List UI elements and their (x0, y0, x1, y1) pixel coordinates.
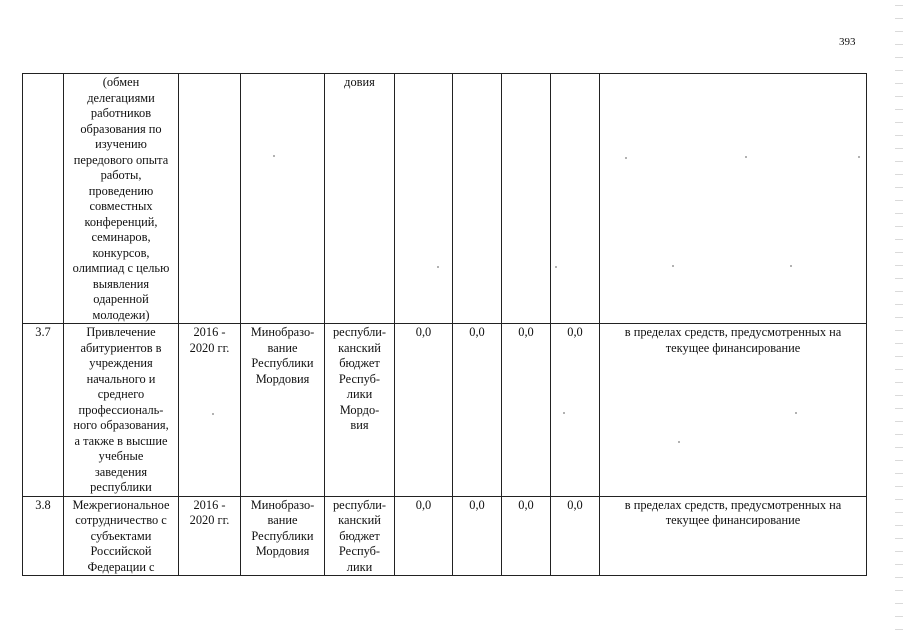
value-cell (502, 74, 551, 324)
executor-cell: Минобразо- вание Республики Мордовия (241, 324, 325, 497)
row-number (23, 74, 64, 324)
measure-description: Межрегиональное сотрудничество с субъектами Российской Федерации с (64, 496, 179, 576)
period-cell (179, 74, 241, 324)
funding-source-cell: республи- канский бюджет Респуб- лики Мордо- вия (325, 324, 395, 497)
executor-cell (241, 74, 325, 324)
note-cell: в пределах средств, предусмотренных на текущее финансирование (600, 496, 867, 576)
value-cell: 0,0 (453, 496, 502, 576)
measure-description: Привлечение абитуриентов в учреждения начального и среднего профессиональ- ного образования, а также в высшие учебные заведения республики (64, 324, 179, 497)
value-cell (551, 74, 600, 324)
note-cell: в пределах средств, предусмотренных на текущее финансирование (600, 324, 867, 497)
value-cell: 0,0 (551, 496, 600, 576)
row-number: 3.7 (23, 324, 64, 497)
row-number: 3.8 (23, 496, 64, 576)
value-cell: 0,0 (502, 324, 551, 497)
table-row (23, 324, 867, 497)
value-cell: 0,0 (453, 324, 502, 497)
table-row (23, 74, 867, 324)
value-cell: 0,0 (551, 324, 600, 497)
value-cell: 0,0 (502, 496, 551, 576)
value-cell (395, 74, 453, 324)
scan-speck (678, 441, 680, 443)
value-cell: 0,0 (395, 324, 453, 497)
scan-speck (858, 156, 860, 158)
scan-speck (795, 412, 797, 414)
scan-speck (745, 156, 747, 158)
scan-speck (790, 265, 792, 267)
program-table (22, 73, 867, 576)
scan-speck (625, 157, 627, 159)
table-row (23, 496, 867, 576)
scan-speck (212, 413, 214, 415)
scan-speck (273, 155, 275, 157)
period-cell: 2016 - 2020 гг. (179, 496, 241, 576)
period-cell: 2016 - 2020 гг. (179, 324, 241, 497)
page-number: 393 (839, 36, 856, 48)
value-cell: 0,0 (395, 496, 453, 576)
note-cell (600, 74, 867, 324)
value-cell (453, 74, 502, 324)
scan-speck (555, 266, 557, 268)
scan-speck (672, 265, 674, 267)
funding-source-cell: республи- канский бюджет Респуб- лики (325, 496, 395, 576)
scan-speck (563, 412, 565, 414)
scan-edge-artifact (895, 0, 903, 640)
scan-speck (437, 266, 439, 268)
executor-cell: Минобразо- вание Республики Мордовия (241, 496, 325, 576)
funding-source-cell: довия (325, 74, 395, 324)
measure-description: (обмен делегациями работников образования по изучению передового опыта работы, проведению совместных конференций, семинаров, конкурсов, олимпиад с целью выявления одаренной молодежи) (64, 74, 179, 324)
